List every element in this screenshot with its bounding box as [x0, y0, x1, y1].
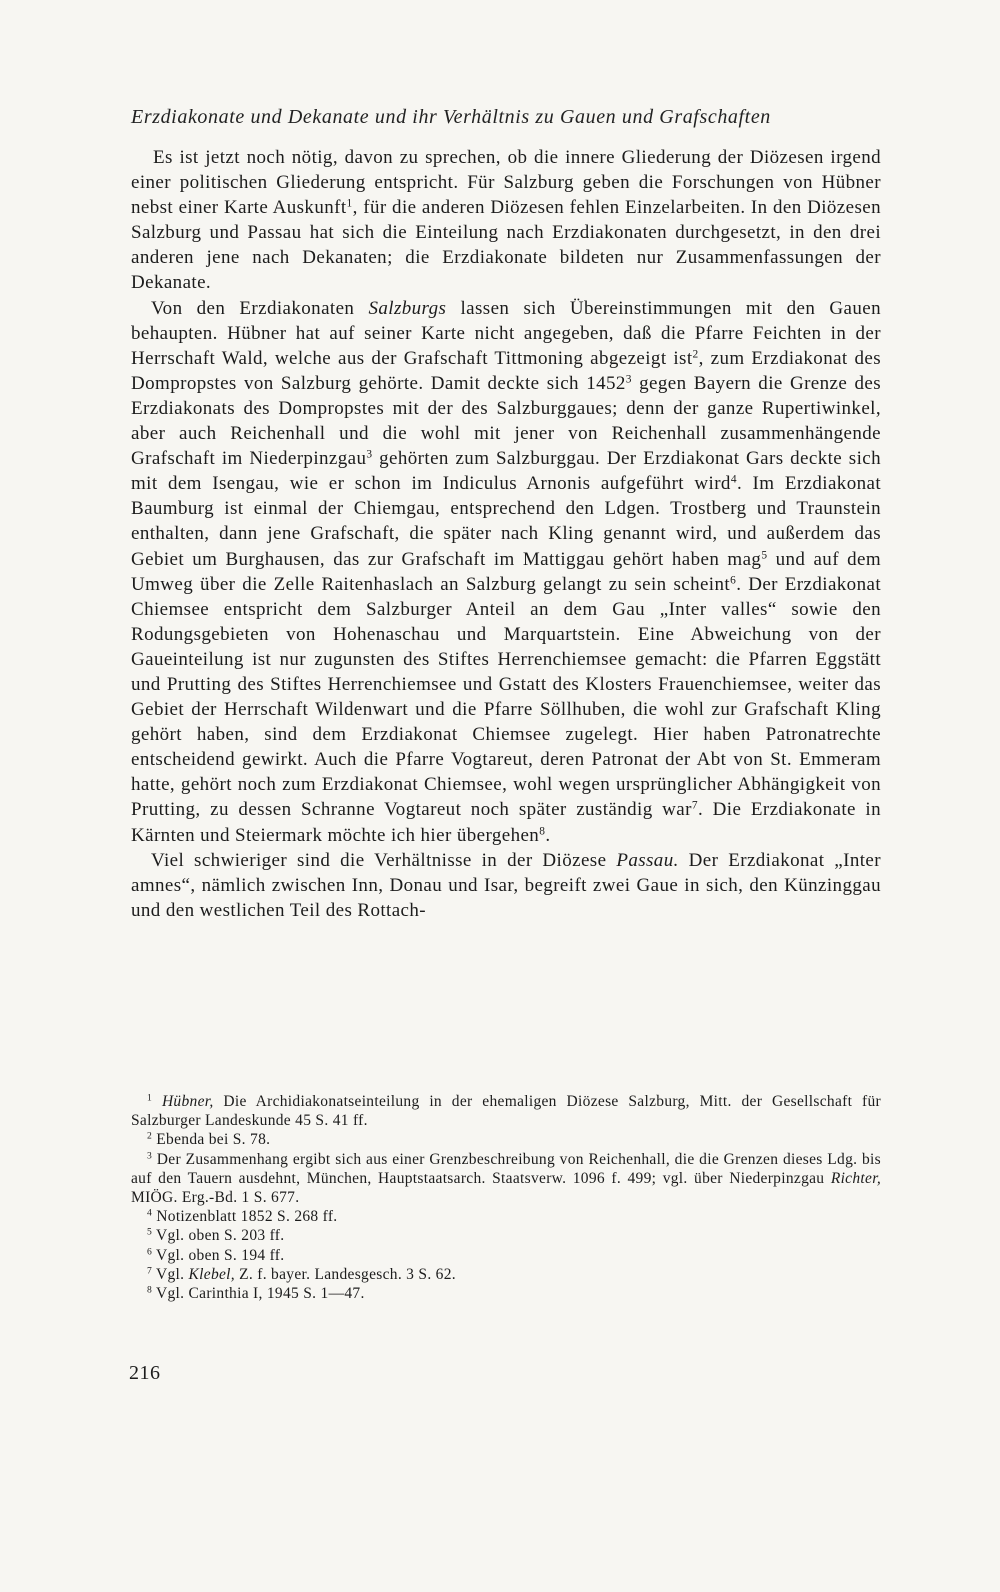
- emphasis-text: Salzburgs: [368, 297, 447, 319]
- footnote-number: 5: [147, 1227, 153, 1239]
- footnote: [131, 1207, 881, 1226]
- footnote: [131, 1150, 881, 1208]
- footnote-ref: 3: [366, 448, 373, 461]
- paragraph: [131, 296, 881, 848]
- text-run: lassen sich Übereinstimmungen mit den Gauen behaupten. Hübner hat auf seiner Karte nicht angegeben, daß die Pfarre Feichten in der Herrschaft Wald, welche aus der Grafschaft Tittmoning abgezeigt ist: [131, 297, 881, 369]
- footnote: [131, 1246, 881, 1265]
- text-run: . Der Erzdiakonat Chiemsee entspricht dem Salzburger Anteil an dem Gau „Inter valles“ sowie den Rodungsgebieten von Hohenaschau und Marquartstein. Eine Abweichung von der Gaueinteilung ist nur zugunsten des Stiftes Herrenchiemsee gemacht: die Pfarren Eggstätt und Prutting des Stiftes Herrenchiemsee und Gstatt des Klosters Frauenchiemsee, weiter das Gebiet der Herrschaft Wildenwart und die Pfarre Söllhuben, die wohl zur Grafschaft Kling gehört haben, sind dem Erzdiakonat Chiemsee zugelegt. Hier haben Patronatrechte entscheidend gewirkt. Auch die Pfarre Vogtareut, deren Patronat der Abt von St. Emmeram hatte, gehört noch zum Erzdiakonat Chiemsee, wohl wegen ursprünglicher Abhängigkeit von Prutting, zu dessen Schranne Vogtareut noch später zuständig war: [131, 573, 881, 821]
- text-run: Von den Erzdiakonaten: [151, 297, 369, 319]
- author-name: Richter,: [830, 1169, 881, 1187]
- page-number: 216: [129, 1362, 161, 1384]
- footnote-ref: 3: [625, 373, 632, 386]
- text-run: .: [545, 824, 551, 846]
- text-run: [152, 1093, 162, 1110]
- text-run: . Die Erzdiakonate in Kärnten und Steiermark möchte ich hier übergehen: [131, 799, 881, 846]
- text-run: und auf dem Umweg über die Zelle Raitenhaslach an Salzburg gelangt zu sein scheint: [131, 548, 881, 595]
- footnote-ref: 8: [539, 825, 546, 838]
- text-run: Die Archidiakonatseinteilung in der ehemaligen Diözese Salzburg, Mitt. der Gesellschaft für Salzburger Landeskunde 45 S. 41 ff.: [131, 1093, 881, 1130]
- footnote-ref: 5: [761, 549, 768, 562]
- body-text: [131, 145, 881, 923]
- footnote-number: 6: [147, 1246, 153, 1258]
- footnote-ref: 6: [730, 574, 737, 587]
- footnote-number: 7: [147, 1265, 153, 1277]
- footnotes: [131, 1092, 881, 1303]
- text-run: . Im Erzdiakonat Baumburg ist einmal der Chiemgau, entsprechend den Ldgen. Trostberg und Traunstein enthalten, dann jene Grafschaft, die später nach Kling genannt wird, und außerdem das Gebiet um Burghausen, das zur Grafschaft im Mattiggau gehört haben mag: [131, 473, 882, 570]
- text-run: Der Zusammenhang ergibt sich aus einer Grenzbeschreibung von Reichenhall, die die Grenzen dieses Ldg. bis auf den Tauern ausdehnt, München, Hauptstaatsarch. Staatsverw. 1096 f. 499; vgl. über Niederpinzgau: [131, 1150, 881, 1187]
- text-run: Vgl.: [152, 1265, 189, 1283]
- footnote: [131, 1130, 881, 1149]
- footnote: [131, 1284, 881, 1303]
- text-run: Vgl. oben S. 194 ff.: [152, 1246, 285, 1264]
- emphasis-text: Passau.: [616, 849, 679, 871]
- footnote-ref: 1: [346, 197, 353, 210]
- text-run: Z. f. bayer. Landesgesch. 3 S. 62.: [234, 1265, 456, 1283]
- footnote-number: 2: [147, 1131, 153, 1143]
- text-run: gegen Bayern die Grenze des Erzdiakonats des Dompropstes mit der des Salzburggaues; denn der ganze Rupertiwinkel, aber auch Reichenhall und die wohl mit jener von Reichenhall zusammenhängende Grafschaft im Niederpinzgau: [131, 372, 881, 470]
- footnote-number: 4: [147, 1207, 153, 1219]
- text-run: Ebenda bei S. 78.: [152, 1131, 271, 1149]
- section-heading: Erzdiakonate und Dekanate und ihr Verhältnis zu Gauen und Grafschaften: [131, 106, 771, 128]
- footnote-number: 8: [147, 1284, 153, 1296]
- author-name: Klebel,: [188, 1265, 235, 1283]
- paragraph: [131, 848, 881, 923]
- footnote: [131, 1265, 881, 1284]
- text-run: gehörten zum Salzburggau. Der Erzdiakonat Gars deckte sich mit dem Isengau, wie er schon im Indiculus Arnonis aufgeführt wird: [131, 448, 881, 495]
- footnote-number: 1: [147, 1092, 153, 1104]
- footnote: [131, 1226, 881, 1245]
- text-run: Vgl. oben S. 203 ff.: [152, 1227, 285, 1245]
- footnote-ref: 4: [730, 473, 737, 486]
- text-run: Viel schwieriger sind die Verhältnisse in der Diözese: [151, 849, 617, 871]
- footnote-ref: 7: [691, 800, 698, 813]
- author-name: Hübner,: [161, 1093, 214, 1110]
- text-run: Notizenblatt 1852 S. 268 ff.: [152, 1208, 338, 1226]
- text-run: , zum Erzdiakonat des Dompropstes von Salzburg gehörte. Damit deckte sich 1452: [131, 347, 881, 394]
- paragraph: [131, 145, 881, 296]
- text-run: MIÖG. Erg.-Bd. 1 S. 677.: [131, 1189, 300, 1207]
- text-run: Es ist jetzt noch nötig, davon zu sprechen, ob die innere Gliederung der Diözesen irgend einer politischen Gliederung entspricht. Für Salzburg geben die Forschungen von Hübner nebst einer Karte Auskunft: [131, 147, 881, 219]
- text-run: Vgl. Carinthia I, 1945 S. 1—47.: [152, 1285, 365, 1303]
- footnote-ref: 2: [692, 348, 699, 361]
- footnote-number: 3: [147, 1150, 153, 1162]
- footnote: [131, 1092, 881, 1130]
- text-run: Der Erzdiakonat „Inter amnes“, nämlich zwischen Inn, Donau und Isar, begreift zwei Gaue in sich, den Künzinggau und den westlichen Teil des Rottach-: [131, 849, 881, 921]
- text-run: , für die anderen Diözesen fehlen Einzelarbeiten. In den Diözesen Salzburg und Passau hat sich die Einteilung nach Erzdiakonaten durchgesetzt, in den drei anderen jene nach Dekanaten; die Erzdiakonate bildeten nur Zusammenfassungen der Dekanate.: [131, 197, 881, 294]
